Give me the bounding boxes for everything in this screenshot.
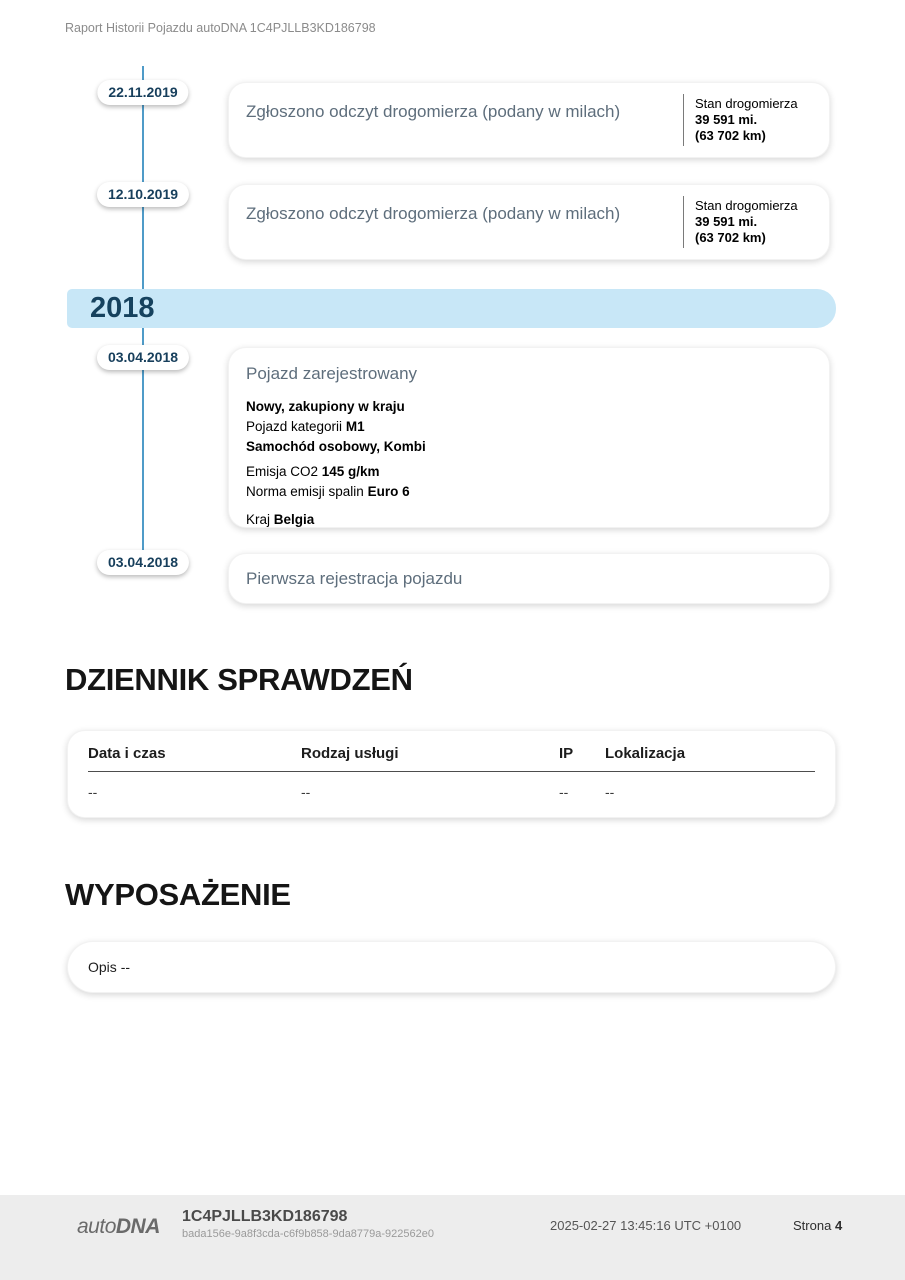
equipment-description <box>88 959 130 975</box>
page-value: 4 <box>834 1218 843 1233</box>
page-footer <box>0 1195 905 1280</box>
date-badge-3: 03.04.2018 <box>97 345 189 370</box>
cell-service: -- <box>301 784 311 800</box>
emission-label: Norma emisji spalin <box>246 484 364 499</box>
column-header-ip: IP <box>559 745 574 762</box>
document-header-title: Raport Historii Pojazdu autoDNA 1C4PJLLB3KD186798 <box>65 21 376 35</box>
odometer-km: (63 702 km) <box>695 230 766 245</box>
equipment-description-value: -- <box>120 959 131 975</box>
co2-label: Emisja CO2 <box>246 464 319 479</box>
first-registration-event-card <box>228 553 830 604</box>
logo-dna: DNA <box>115 1215 160 1238</box>
event-title: Pojazd zarejestrowany <box>246 364 418 383</box>
odometer-miles: 39 591 mi. <box>695 214 758 229</box>
equipment-heading: WYPOSAŻENIE <box>65 877 291 912</box>
registration-category <box>246 417 812 437</box>
country-label: Kraj <box>246 512 271 527</box>
registration-origin: Nowy, zakupiony w kraju <box>246 399 405 414</box>
checks-heading: DZIENNIK SPRAWDZEŃ <box>65 662 413 697</box>
category-label: Pojazd kategorii <box>246 419 343 434</box>
cell-location: -- <box>605 784 615 800</box>
event-title: Zgłoszono odczyt drogomierza (podany w milach) <box>246 204 621 223</box>
year-label: 2018 <box>90 292 155 324</box>
registration-co2 <box>246 462 812 482</box>
odometer-event-card-1 <box>228 82 830 158</box>
column-header-date: Data i czas <box>88 745 166 762</box>
equipment-description-label: Opis <box>88 959 117 975</box>
checks-table-header <box>88 745 815 772</box>
column-header-service: Rodzaj usługi <box>301 745 399 762</box>
odometer-block <box>683 196 829 248</box>
logo-auto: auto <box>77 1215 116 1238</box>
odometer-label: Stan drogomierza <box>695 96 798 111</box>
country-value: Belgia <box>273 512 315 527</box>
registration-emission <box>246 482 812 502</box>
event-title: Pierwsza rejestracja pojazdu <box>246 568 463 588</box>
page-label: Strona <box>793 1218 832 1233</box>
cell-ip: -- <box>559 784 569 800</box>
odometer-event-card-2 <box>228 184 830 260</box>
checks-table-card <box>67 730 836 818</box>
odometer-km: (63 702 km) <box>695 128 766 143</box>
odometer-block <box>683 94 829 146</box>
category-value: M1 <box>345 419 365 434</box>
autodna-logo <box>77 1215 160 1239</box>
equipment-card <box>67 941 836 993</box>
spacer <box>246 502 812 510</box>
date-badge-1: 22.11.2019 <box>97 80 188 105</box>
co2-value: 145 g/km <box>321 464 380 479</box>
date-badge-4: 03.04.2018 <box>97 550 189 575</box>
footer-report-id: bada156e-9a8f3cda-c6f9b858-9da8779a-922562e0 <box>182 1228 435 1240</box>
registration-country <box>246 510 812 530</box>
footer-timestamp: 2025-02-27 13:45:16 UTC +0100 <box>550 1218 742 1233</box>
footer-vin: 1C4PJLLB3KD186798 <box>182 1208 348 1225</box>
registration-event-card <box>228 347 830 528</box>
date-badge-2: 12.10.2019 <box>97 182 189 207</box>
registration-body-type: Samochód osobowy, Kombi <box>246 439 426 454</box>
column-header-location: Lokalizacja <box>605 745 686 762</box>
timeline-year-band <box>67 289 836 328</box>
odometer-miles: 39 591 mi. <box>695 112 758 127</box>
footer-page-number <box>793 1218 842 1233</box>
event-title: Zgłoszono odczyt drogomierza (podany w milach) <box>246 102 621 121</box>
checks-table-row <box>88 772 815 800</box>
odometer-label: Stan drogomierza <box>695 198 798 213</box>
emission-value: Euro 6 <box>367 484 410 499</box>
cell-date: -- <box>88 784 98 800</box>
